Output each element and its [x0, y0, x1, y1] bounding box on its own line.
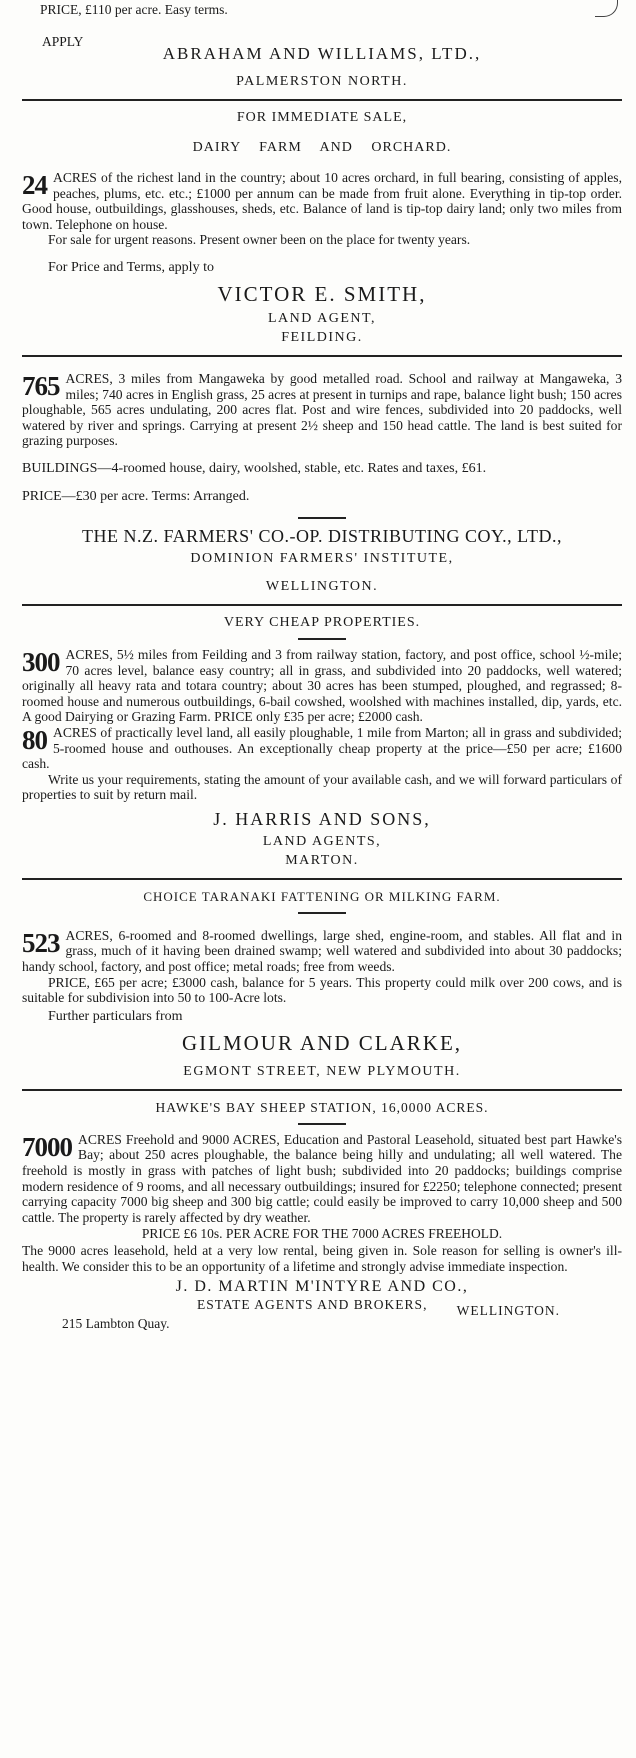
ad2-body: 765 ACRES, 3 miles from Mangaweka by good metalled road. School and railway at Mangaweka, 3 miles; 740 acres in English grass, 25 acres at present in turnips and rape, balance light bush; 150 acres ploughable, 565 acres undulating, 200 acres flat. Post and wire fences, subdivided into 20 paddocks, well watered by river and springs. Carrying at present 2½ sheep and 150 head cattle. The land is best suited for grazing purposes. — [22, 370, 622, 449]
ad4-agent-name: GILMOUR AND CLARKE, — [181, 1030, 463, 1055]
ad2-number: 765 — [22, 370, 60, 401]
ad-dairy-farm — [22, 110, 622, 346]
header-agent-place: PALMERSTON NORTH. — [236, 74, 408, 89]
ad1-heading2: DAIRY FARM AND ORCHARD. — [192, 140, 452, 155]
header-apply: APPLY — [42, 34, 84, 49]
ad5-agent-name: J. D. MARTIN M'INTYRE AND CO., — [175, 1277, 469, 1295]
ad2-price: PRICE—£30 per acre. Terms: Arranged. — [22, 488, 250, 504]
ad2-agent-sub: DOMINION FARMERS' INSTITUTE, — [190, 550, 454, 566]
ad3-body2: 80 ACRES of practically level land, all easily ploughable, 1 mile from Marton; all in grass and subdivided; 5-roomed house and outhouses. An exceptionally cheap property at the price—£50 per acre; £1600 cash. — [22, 724, 622, 772]
divider-2 — [22, 355, 622, 357]
header-block — [22, 2, 622, 90]
ad-mangaweka — [22, 371, 622, 595]
ad4-short-rule — [298, 912, 346, 914]
ad5-agent-place: WELLINGTON. — [456, 1302, 560, 1318]
ad-taranaki — [22, 889, 622, 1080]
ad3-short-rule — [298, 638, 346, 640]
ad4-heading: CHOICE TARANAKI FATTENING OR MILKING FARM. — [143, 888, 501, 904]
ad1-number: 24 — [22, 170, 47, 200]
ad3-number2: 80 — [22, 724, 47, 755]
ad5-number: 7000 — [22, 1131, 72, 1162]
ad1-body: 24 ACRES of the richest land in the country; about 10 acres orchard, in full bearing, consisting of apples, peaches, plums, etc. etc.; £1000 per annum can be made from fruit alone. Everything in tip-top order. Good house, outbuildings, glasshouses, sheds, etc. Balance of land is tip-top dairy land; only two miles from town. Telephone on house. — [22, 170, 622, 232]
header-price-line: PRICE, £110 per acre. Easy terms. — [40, 2, 228, 17]
ad2-buildings: BUILDINGS—4-roomed house, dairy, woolshed, stable, etc. Rates and taxes, £61. — [22, 460, 487, 476]
ad4-number: 523 — [22, 927, 60, 958]
ad1-body2: For sale for urgent reasons. Present owner been on the place for twenty years. — [48, 232, 471, 248]
ad3-agent-place: MARTON. — [285, 852, 359, 868]
ad2-agent-place: WELLINGTON. — [265, 578, 379, 594]
ad5-body3: The 9000 acres leasehold, held at a very low rental, being given in. Sole reason for selling is owner's ill-health. We consider this to be an opportunity of a lifetime and strongly advise immediate inspection. — [22, 1243, 622, 1274]
ad3-body3: Write us your requirements, stating the amount of your available cash, and we will forward particulars of properties to suit by return mail. — [22, 771, 622, 803]
ad4-body: 523 ACRES, 6-roomed and 8-roomed dwellings, large shed, engine-room, and stables. All flat and in grass, much of it having been drained swamp; well watered and subdivided into about 30 paddocks; handy school, factory, and post office; metal roads; free from weeds. — [22, 927, 622, 975]
ad-very-cheap — [22, 615, 622, 869]
ad1-agent-title: LAND AGENT, — [267, 310, 376, 326]
ad3-body1: 300 ACRES, 5½ miles from Feilding and 3 from railway station, factory, and post office, school ½-mile; 70 acres level, balance easy country; all in grass, and subdivided into 20 paddocks, well watered; originally all heavy rata and totara country; about 30 acres has been stumped, ploughed, and regrassed; 8-roomed house and numerous outbuildings, 6-bail cowshed, woolshed with machines installed, dip, yards, etc. A good Dairying or Grazing Farm. PRICE only £35 per acre; £2000 cash. — [22, 646, 622, 725]
ad1-agent-place: FEILDING. — [281, 329, 363, 345]
ad1-heading1: FOR IMMEDIATE SALE, — [236, 110, 408, 125]
ad3-agent-name: J. HARRIS AND SONS, — [213, 808, 431, 829]
divider-4 — [22, 878, 622, 880]
ad3-heading: VERY CHEAP PROPERTIES. — [223, 614, 421, 630]
ad5-body: 7000 ACRES Freehold and 9000 ACRES, Education and Pastoral Leasehold, situated best part Hawke's Bay; about 250 acres ploughable, the balance being hilly and undulating; all well watered. The freehold is mostly in grass with patches of light bush; subdivided into 20 paddocks; buildings comprise modern residence of 9 rooms, and all necessary outbuildings; insured for £2250; telephone connected; present carrying capacity 7000 big sheep and 300 big cattle; could easily be improved to carry 10,000 sheep and 500 cattle. The property is rarely affected by dry weather. — [22, 1131, 622, 1225]
ad5-heading: HAWKE'S BAY SHEEP STATION, 16,0000 ACRES. — [155, 1099, 489, 1115]
ad4-further: Further particulars from — [48, 1008, 183, 1024]
divider-3 — [22, 604, 622, 606]
ad5-body2: PRICE £6 10s. PER ACRE FOR THE 7000 ACRES FREEHOLD. — [141, 1226, 503, 1242]
ad5-short-rule — [298, 1123, 346, 1125]
ad4-agent-place: EGMONT STREET, NEW PLYMOUTH. — [183, 1063, 461, 1079]
ad2-agent-name: THE N.Z. FARMERS' CO.-OP. DISTRIBUTING COY., LTD., — [82, 525, 562, 546]
divider-5 — [22, 1089, 622, 1091]
divider-1 — [22, 99, 622, 101]
ad-hawkes-bay — [22, 1100, 622, 1332]
ad5-address: 215 Lambton Quay. — [62, 1315, 170, 1331]
newspaper-page — [22, 0, 622, 1332]
ad5-agent-title: ESTATE AGENTS AND BROKERS, — [197, 1296, 428, 1312]
ad4-body2: PRICE, £65 per acre; £3000 cash, balance for 5 years. This property could milk over 200 cows, and is suitable for subdivision into 50 to 100-Acre lots. — [22, 974, 622, 1006]
ad3-number1: 300 — [22, 646, 60, 677]
ad2-short-rule — [298, 517, 346, 519]
ad1-apply-line: For Price and Terms, apply to — [48, 259, 214, 275]
ad1-agent-name: VICTOR E. SMITH, — [217, 281, 427, 306]
header-agent-name: ABRAHAM AND WILLIAMS, LTD., — [162, 44, 482, 63]
ad3-agent-title: LAND AGENTS, — [262, 833, 382, 849]
